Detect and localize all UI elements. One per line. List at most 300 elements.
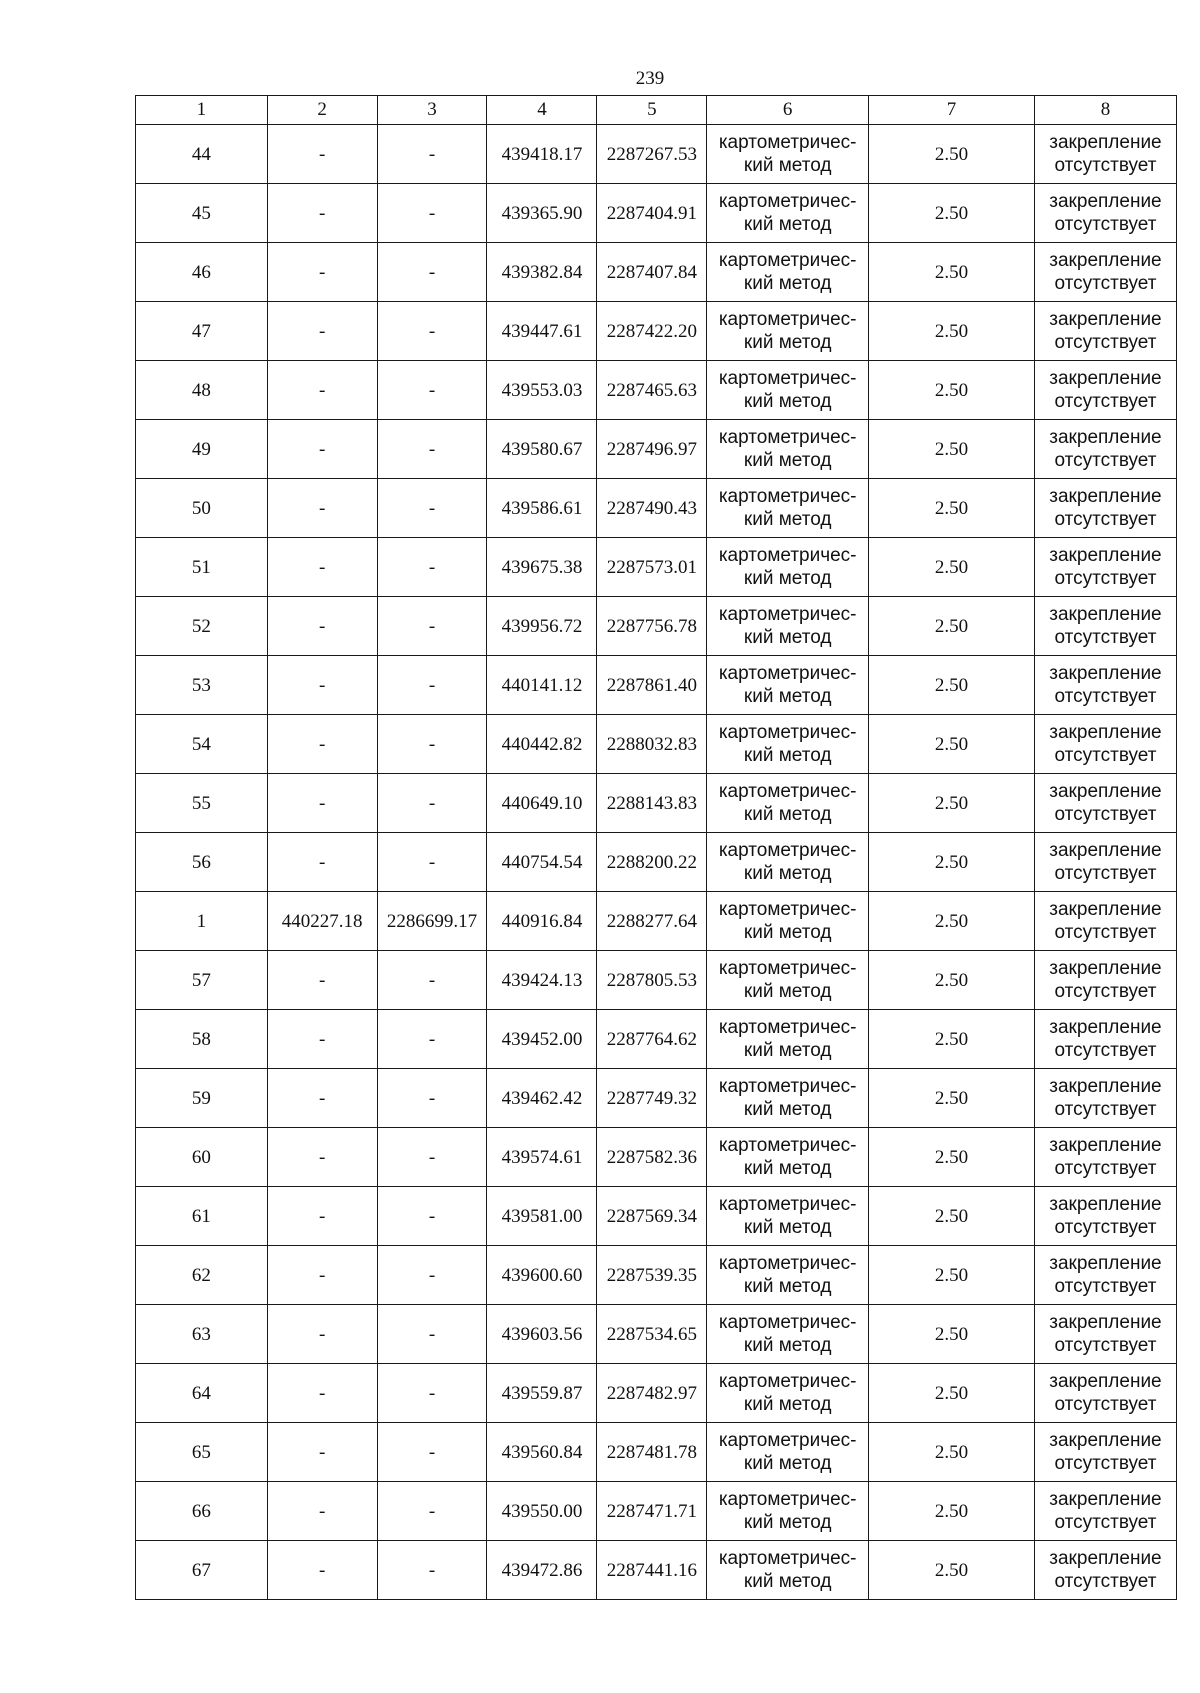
old-y-cell: - xyxy=(377,1482,487,1541)
fixation-cell xyxy=(1034,1305,1176,1364)
fixation-cell xyxy=(1034,715,1176,774)
method-text: картометричес- xyxy=(718,1194,857,1215)
table-row xyxy=(136,1305,1177,1364)
method-cell xyxy=(707,1187,869,1246)
fixation-text: отсутствует xyxy=(1054,1276,1157,1297)
x-coordinate-cell: 439553.03 xyxy=(487,361,597,420)
y-coordinate-cell: 2287569.34 xyxy=(597,1187,707,1246)
old-x-cell: - xyxy=(267,833,377,892)
fixation-text: закрепление xyxy=(1049,250,1162,271)
old-x-cell: - xyxy=(267,1187,377,1246)
x-coordinate-cell: 440754.54 xyxy=(487,833,597,892)
method-cell xyxy=(707,1423,869,1482)
method-text: кий метод xyxy=(743,214,832,235)
old-y-cell: - xyxy=(377,420,487,479)
method-cell xyxy=(707,1069,869,1128)
x-coordinate-cell: 440442.82 xyxy=(487,715,597,774)
method-cell xyxy=(707,479,869,538)
fixation-text: отсутствует xyxy=(1054,568,1157,589)
fixation-text: отсутствует xyxy=(1054,155,1157,176)
table-header-row xyxy=(136,96,1177,125)
fixation-cell xyxy=(1034,1482,1176,1541)
x-coordinate-cell: 439462.42 xyxy=(487,1069,597,1128)
accuracy-cell: 2.50 xyxy=(869,1069,1035,1128)
accuracy-cell: 2.50 xyxy=(869,420,1035,479)
accuracy-cell: 2.50 xyxy=(869,892,1035,951)
method-text: кий метод xyxy=(743,332,832,353)
accuracy-cell: 2.50 xyxy=(869,1305,1035,1364)
point-number-cell: 63 xyxy=(136,1305,268,1364)
page-number: 239 xyxy=(635,68,665,89)
fixation-text: закрепление xyxy=(1049,1430,1162,1451)
x-coordinate-cell: 440649.10 xyxy=(487,774,597,833)
point-number-cell: 51 xyxy=(136,538,268,597)
fixation-text: закрепление xyxy=(1049,1135,1162,1156)
fixation-text: закрепление xyxy=(1049,1076,1162,1097)
fixation-cell xyxy=(1034,420,1176,479)
x-coordinate-cell: 439559.87 xyxy=(487,1364,597,1423)
y-coordinate-cell: 2288032.83 xyxy=(597,715,707,774)
method-text: кий метод xyxy=(743,1276,832,1297)
method-text: картометричес- xyxy=(718,604,857,625)
accuracy-cell: 2.50 xyxy=(869,597,1035,656)
y-coordinate-cell: 2287749.32 xyxy=(597,1069,707,1128)
method-text: картометричес- xyxy=(718,1076,857,1097)
column-header: 2 xyxy=(267,96,377,125)
accuracy-cell: 2.50 xyxy=(869,1010,1035,1069)
method-text: картометричес- xyxy=(718,1489,857,1510)
fixation-text: закрепление xyxy=(1049,604,1162,625)
fixation-text: отсутствует xyxy=(1054,273,1157,294)
fixation-cell xyxy=(1034,1541,1176,1600)
fixation-text: закрепление xyxy=(1049,1489,1162,1510)
fixation-text: закрепление xyxy=(1049,1312,1162,1333)
old-x-cell: - xyxy=(267,656,377,715)
y-coordinate-cell: 2287573.01 xyxy=(597,538,707,597)
fixation-cell xyxy=(1034,1423,1176,1482)
fixation-text: отсутствует xyxy=(1054,745,1157,766)
method-text: картометричес- xyxy=(718,1253,857,1274)
method-text: картометричес- xyxy=(718,722,857,743)
old-x-cell: - xyxy=(267,1541,377,1600)
fixation-text: закрепление xyxy=(1049,1548,1162,1569)
table-row xyxy=(136,1541,1177,1600)
method-text: кий метод xyxy=(743,391,832,412)
x-coordinate-cell: 439418.17 xyxy=(487,125,597,184)
method-cell xyxy=(707,361,869,420)
point-number-cell: 53 xyxy=(136,656,268,715)
y-coordinate-cell: 2287534.65 xyxy=(597,1305,707,1364)
column-header: 1 xyxy=(136,96,268,125)
table-row xyxy=(136,892,1177,951)
fixation-cell xyxy=(1034,1246,1176,1305)
method-text: кий метод xyxy=(743,155,832,176)
old-x-cell: - xyxy=(267,1305,377,1364)
fixation-text: закрепление xyxy=(1049,1017,1162,1038)
fixation-text: отсутствует xyxy=(1054,450,1157,471)
old-x-cell: - xyxy=(267,1423,377,1482)
fixation-text: закрепление xyxy=(1049,427,1162,448)
table-row xyxy=(136,1069,1177,1128)
method-text: кий метод xyxy=(743,922,832,943)
point-number-cell: 64 xyxy=(136,1364,268,1423)
old-y-cell: - xyxy=(377,833,487,892)
point-number-cell: 59 xyxy=(136,1069,268,1128)
old-x-cell: - xyxy=(267,1069,377,1128)
method-cell xyxy=(707,538,869,597)
table-row xyxy=(136,1482,1177,1541)
point-number-cell: 45 xyxy=(136,184,268,243)
old-y-cell: - xyxy=(377,1069,487,1128)
fixation-text: отсутствует xyxy=(1054,922,1157,943)
table-row xyxy=(136,243,1177,302)
old-x-cell: - xyxy=(267,597,377,656)
old-y-cell: - xyxy=(377,1187,487,1246)
method-text: картометричес- xyxy=(718,427,857,448)
y-coordinate-cell: 2288143.83 xyxy=(597,774,707,833)
y-coordinate-cell: 2287482.97 xyxy=(597,1364,707,1423)
method-text: кий метод xyxy=(743,450,832,471)
old-y-cell: - xyxy=(377,1128,487,1187)
fixation-cell xyxy=(1034,538,1176,597)
method-cell xyxy=(707,1305,869,1364)
method-text: кий метод xyxy=(743,745,832,766)
old-y-cell: 2286699.17 xyxy=(377,892,487,951)
method-text: картометричес- xyxy=(718,309,857,330)
fixation-text: отсутствует xyxy=(1054,1040,1157,1061)
method-text: картометричес- xyxy=(718,1371,857,1392)
old-y-cell: - xyxy=(377,302,487,361)
fixation-text: закрепление xyxy=(1049,191,1162,212)
y-coordinate-cell: 2287465.63 xyxy=(597,361,707,420)
point-number-cell: 56 xyxy=(136,833,268,892)
method-text: картометричес- xyxy=(718,368,857,389)
fixation-cell xyxy=(1034,361,1176,420)
method-text: кий метод xyxy=(743,509,832,530)
fixation-text: закрепление xyxy=(1049,899,1162,920)
x-coordinate-cell: 439600.60 xyxy=(487,1246,597,1305)
old-y-cell: - xyxy=(377,1010,487,1069)
accuracy-cell: 2.50 xyxy=(869,951,1035,1010)
y-coordinate-cell: 2287481.78 xyxy=(597,1423,707,1482)
fixation-cell xyxy=(1034,1069,1176,1128)
table-row xyxy=(136,302,1177,361)
table-row xyxy=(136,1246,1177,1305)
fixation-text: закрепление xyxy=(1049,132,1162,153)
fixation-text: отсутствует xyxy=(1054,804,1157,825)
old-x-cell: - xyxy=(267,715,377,774)
table-row xyxy=(136,1010,1177,1069)
old-y-cell: - xyxy=(377,1305,487,1364)
table-row xyxy=(136,538,1177,597)
x-coordinate-cell: 439424.13 xyxy=(487,951,597,1010)
old-y-cell: - xyxy=(377,1246,487,1305)
accuracy-cell: 2.50 xyxy=(869,361,1035,420)
point-number-cell: 57 xyxy=(136,951,268,1010)
method-cell xyxy=(707,125,869,184)
method-text: картометричес- xyxy=(718,1135,857,1156)
point-number-cell: 61 xyxy=(136,1187,268,1246)
method-cell xyxy=(707,302,869,361)
method-text: картометричес- xyxy=(718,781,857,802)
old-y-cell: - xyxy=(377,715,487,774)
table-row xyxy=(136,597,1177,656)
fixation-cell xyxy=(1034,656,1176,715)
method-cell xyxy=(707,1010,869,1069)
point-number-cell: 46 xyxy=(136,243,268,302)
point-number-cell: 58 xyxy=(136,1010,268,1069)
accuracy-cell: 2.50 xyxy=(869,1246,1035,1305)
fixation-text: отсутствует xyxy=(1054,686,1157,707)
fixation-text: закрепление xyxy=(1049,958,1162,979)
fixation-text: отсутствует xyxy=(1054,1512,1157,1533)
table-row xyxy=(136,1423,1177,1482)
y-coordinate-cell: 2288277.64 xyxy=(597,892,707,951)
point-number-cell: 47 xyxy=(136,302,268,361)
point-number-cell: 67 xyxy=(136,1541,268,1600)
fixation-cell xyxy=(1034,833,1176,892)
table-row xyxy=(136,361,1177,420)
old-x-cell: 440227.18 xyxy=(267,892,377,951)
point-number-cell: 50 xyxy=(136,479,268,538)
old-y-cell: - xyxy=(377,479,487,538)
y-coordinate-cell: 2287756.78 xyxy=(597,597,707,656)
old-y-cell: - xyxy=(377,774,487,833)
old-x-cell: - xyxy=(267,184,377,243)
fixation-text: закрепление xyxy=(1049,722,1162,743)
method-cell xyxy=(707,1128,869,1187)
x-coordinate-cell: 439580.67 xyxy=(487,420,597,479)
column-header: 6 xyxy=(707,96,869,125)
fixation-cell xyxy=(1034,184,1176,243)
method-text: картометричес- xyxy=(718,1017,857,1038)
accuracy-cell: 2.50 xyxy=(869,479,1035,538)
fixation-text: отсутствует xyxy=(1054,1453,1157,1474)
method-text: кий метод xyxy=(743,1040,832,1061)
fixation-cell xyxy=(1034,125,1176,184)
method-text: картометричес- xyxy=(718,545,857,566)
y-coordinate-cell: 2287404.91 xyxy=(597,184,707,243)
y-coordinate-cell: 2287805.53 xyxy=(597,951,707,1010)
old-y-cell: - xyxy=(377,1423,487,1482)
old-y-cell: - xyxy=(377,597,487,656)
fixation-cell xyxy=(1034,951,1176,1010)
fixation-text: отсутствует xyxy=(1054,1571,1157,1592)
column-header: 7 xyxy=(869,96,1035,125)
point-number-cell: 1 xyxy=(136,892,268,951)
fixation-text: отсутствует xyxy=(1054,1335,1157,1356)
method-cell xyxy=(707,715,869,774)
point-number-cell: 49 xyxy=(136,420,268,479)
accuracy-cell: 2.50 xyxy=(869,1364,1035,1423)
column-header: 8 xyxy=(1034,96,1176,125)
fixation-text: отсутствует xyxy=(1054,1394,1157,1415)
method-text: картометричес- xyxy=(718,1430,857,1451)
point-number-cell: 44 xyxy=(136,125,268,184)
method-cell xyxy=(707,656,869,715)
y-coordinate-cell: 2287496.97 xyxy=(597,420,707,479)
method-text: кий метод xyxy=(743,981,832,1002)
table-row xyxy=(136,420,1177,479)
method-text: кий метод xyxy=(743,273,832,294)
fixation-text: отсутствует xyxy=(1054,1099,1157,1120)
fixation-cell xyxy=(1034,1187,1176,1246)
old-y-cell: - xyxy=(377,656,487,715)
table-row xyxy=(136,774,1177,833)
y-coordinate-cell: 2287490.43 xyxy=(597,479,707,538)
x-coordinate-cell: 440141.12 xyxy=(487,656,597,715)
table-row xyxy=(136,1187,1177,1246)
method-text: картометричес- xyxy=(718,1312,857,1333)
y-coordinate-cell: 2287441.16 xyxy=(597,1541,707,1600)
old-x-cell: - xyxy=(267,1246,377,1305)
old-y-cell: - xyxy=(377,243,487,302)
table-row xyxy=(136,1128,1177,1187)
x-coordinate-cell: 439581.00 xyxy=(487,1187,597,1246)
table-row xyxy=(136,656,1177,715)
accuracy-cell: 2.50 xyxy=(869,1187,1035,1246)
method-text: кий метод xyxy=(743,1512,832,1533)
accuracy-cell: 2.50 xyxy=(869,243,1035,302)
fixation-cell xyxy=(1034,1010,1176,1069)
fixation-text: отсутствует xyxy=(1054,391,1157,412)
fixation-text: закрепление xyxy=(1049,781,1162,802)
fixation-text: закрепление xyxy=(1049,663,1162,684)
boundary-points-table xyxy=(135,95,1177,1600)
fixation-cell xyxy=(1034,302,1176,361)
fixation-text: закрепление xyxy=(1049,840,1162,861)
fixation-cell xyxy=(1034,892,1176,951)
point-number-cell: 66 xyxy=(136,1482,268,1541)
method-text: картометричес- xyxy=(718,840,857,861)
old-x-cell: - xyxy=(267,479,377,538)
method-text: кий метод xyxy=(743,686,832,707)
old-x-cell: - xyxy=(267,361,377,420)
fixation-text: отсутствует xyxy=(1054,1158,1157,1179)
method-text: кий метод xyxy=(743,804,832,825)
column-header: 3 xyxy=(377,96,487,125)
method-text: кий метод xyxy=(743,568,832,589)
method-cell xyxy=(707,1482,869,1541)
x-coordinate-cell: 439675.38 xyxy=(487,538,597,597)
x-coordinate-cell: 439447.61 xyxy=(487,302,597,361)
y-coordinate-cell: 2287861.40 xyxy=(597,656,707,715)
method-cell xyxy=(707,1364,869,1423)
point-number-cell: 52 xyxy=(136,597,268,656)
old-y-cell: - xyxy=(377,184,487,243)
fixation-cell xyxy=(1034,1364,1176,1423)
old-x-cell: - xyxy=(267,420,377,479)
table-body xyxy=(136,125,1177,1600)
table-row xyxy=(136,833,1177,892)
fixation-cell xyxy=(1034,774,1176,833)
method-cell xyxy=(707,774,869,833)
column-header: 4 xyxy=(487,96,597,125)
fixation-text: отсутствует xyxy=(1054,627,1157,648)
method-text: картометричес- xyxy=(718,958,857,979)
method-cell xyxy=(707,1246,869,1305)
fixation-text: закрепление xyxy=(1049,368,1162,389)
fixation-text: отсутствует xyxy=(1054,1217,1157,1238)
accuracy-cell: 2.50 xyxy=(869,715,1035,774)
accuracy-cell: 2.50 xyxy=(869,833,1035,892)
method-cell xyxy=(707,420,869,479)
method-cell xyxy=(707,1541,869,1600)
fixation-cell xyxy=(1034,479,1176,538)
table-row xyxy=(136,479,1177,538)
method-text: картометричес- xyxy=(718,132,857,153)
x-coordinate-cell: 439603.56 xyxy=(487,1305,597,1364)
table-row xyxy=(136,184,1177,243)
old-y-cell: - xyxy=(377,951,487,1010)
x-coordinate-cell: 439452.00 xyxy=(487,1010,597,1069)
old-x-cell: - xyxy=(267,302,377,361)
table-row xyxy=(136,715,1177,774)
x-coordinate-cell: 439574.61 xyxy=(487,1128,597,1187)
accuracy-cell: 2.50 xyxy=(869,1423,1035,1482)
fixation-cell xyxy=(1034,1128,1176,1187)
method-cell xyxy=(707,597,869,656)
accuracy-cell: 2.50 xyxy=(869,774,1035,833)
fixation-text: отсутствует xyxy=(1054,981,1157,1002)
fixation-text: закрепление xyxy=(1049,1253,1162,1274)
old-x-cell: - xyxy=(267,1010,377,1069)
old-x-cell: - xyxy=(267,951,377,1010)
old-y-cell: - xyxy=(377,538,487,597)
method-text: кий метод xyxy=(743,1571,832,1592)
accuracy-cell: 2.50 xyxy=(869,538,1035,597)
method-cell xyxy=(707,833,869,892)
fixation-text: закрепление xyxy=(1049,1194,1162,1215)
method-text: кий метод xyxy=(743,1217,832,1238)
fixation-text: отсутствует xyxy=(1054,509,1157,530)
point-number-cell: 65 xyxy=(136,1423,268,1482)
old-x-cell: - xyxy=(267,243,377,302)
method-text: кий метод xyxy=(743,1099,832,1120)
method-text: кий метод xyxy=(743,863,832,884)
x-coordinate-cell: 440916.84 xyxy=(487,892,597,951)
old-x-cell: - xyxy=(267,774,377,833)
old-y-cell: - xyxy=(377,1541,487,1600)
x-coordinate-cell: 439586.61 xyxy=(487,479,597,538)
method-text: картометричес- xyxy=(718,191,857,212)
accuracy-cell: 2.50 xyxy=(869,302,1035,361)
method-text: кий метод xyxy=(743,1453,832,1474)
x-coordinate-cell: 439550.00 xyxy=(487,1482,597,1541)
y-coordinate-cell: 2287422.20 xyxy=(597,302,707,361)
old-x-cell: - xyxy=(267,125,377,184)
point-number-cell: 60 xyxy=(136,1128,268,1187)
fixation-text: отсутствует xyxy=(1054,332,1157,353)
method-text: картометричес- xyxy=(718,486,857,507)
table-row xyxy=(136,951,1177,1010)
method-text: картометричес- xyxy=(718,899,857,920)
column-header: 5 xyxy=(597,96,707,125)
x-coordinate-cell: 439472.86 xyxy=(487,1541,597,1600)
old-x-cell: - xyxy=(267,1128,377,1187)
fixation-cell xyxy=(1034,243,1176,302)
fixation-cell xyxy=(1034,597,1176,656)
method-text: картометричес- xyxy=(718,250,857,271)
fixation-text: закрепление xyxy=(1049,309,1162,330)
method-cell xyxy=(707,243,869,302)
accuracy-cell: 2.50 xyxy=(869,656,1035,715)
old-y-cell: - xyxy=(377,125,487,184)
old-y-cell: - xyxy=(377,1364,487,1423)
y-coordinate-cell: 2287407.84 xyxy=(597,243,707,302)
fixation-text: закрепление xyxy=(1049,486,1162,507)
method-text: картометричес- xyxy=(718,1548,857,1569)
